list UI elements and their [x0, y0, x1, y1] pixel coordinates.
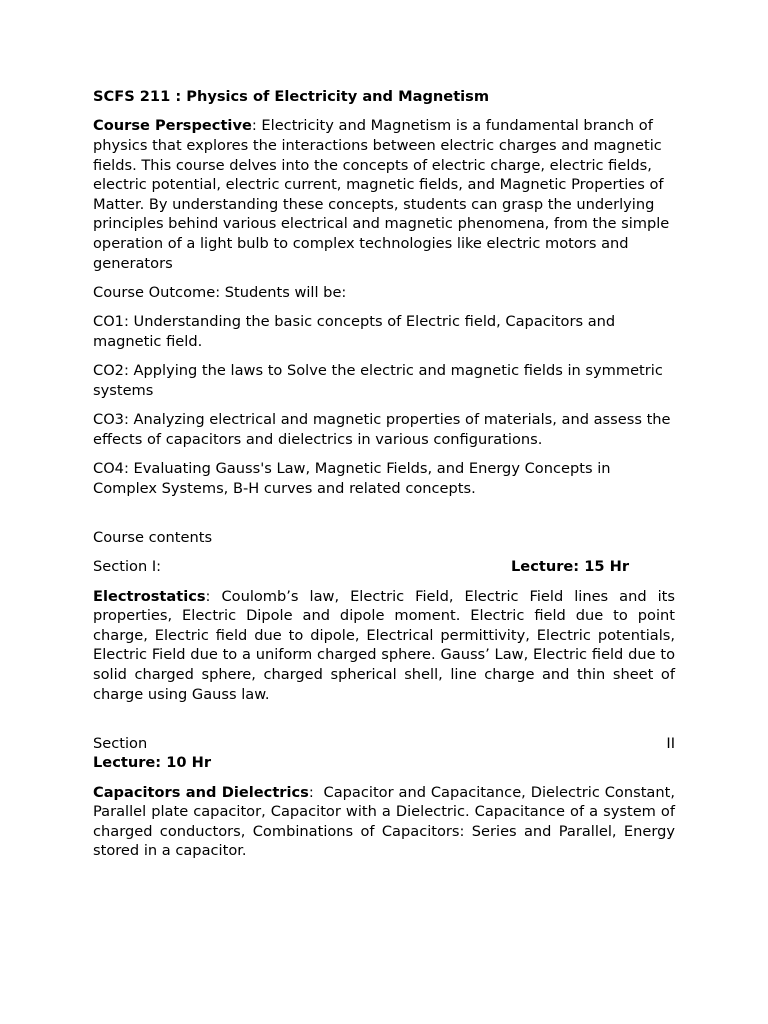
section-2-text: : Capacitor and Capacitance, Dielectric Constant, Parallel plate capacitor, Capacitor with a Dielectric. Capacitance of a system of charged conductors, Combinations of Capacitors: Series and Parallel, Energy stored in a capacitor.	[93, 783, 680, 860]
outcome-co1: CO1: Understanding the basic concepts of Electric field, Capacitors and magnetic field.	[93, 313, 616, 350]
spacer	[93, 714, 675, 734]
section-2-topic: Capacitors and Dielectrics	[93, 783, 309, 801]
section-2-number: II	[666, 734, 675, 752]
course-title: SCFS 211 : Physics of Electricity and Magnetism	[93, 88, 490, 105]
section-1-label: Section I:	[93, 558, 162, 576]
perspective-label: Course Perspective	[93, 117, 252, 135]
outcome-co2: CO2: Applying the laws to Solve the electric and magnetic fields in symmetric systems	[93, 362, 663, 399]
section-2-header	[93, 734, 675, 773]
course-perspective	[93, 116, 675, 273]
spacer	[93, 508, 675, 528]
course-contents-heading: Course contents	[93, 528, 213, 546]
course-outcome-intro: Course Outcome: Students will be:	[93, 283, 347, 301]
section-1-body	[93, 587, 675, 705]
outcome-co4: CO4: Evaluating Gauss's Law, Magnetic Fields, and Energy Concepts in Complex Systems, B-H curves and related concepts.	[93, 460, 611, 497]
section-1-header	[93, 557, 675, 577]
outcome-co3: CO3: Analyzing electrical and magnetic properties of materials, and assess the effects of capacitors and dielectrics in various configurations.	[93, 411, 671, 448]
section-2-body	[93, 783, 680, 861]
section-1-lecture: Lecture: 15 Hr	[511, 558, 630, 576]
perspective-text: : Electricity and Magnetism is a fundamental branch of physics that explores the interactions between electric charges and magnetic fields. This course delves into the concepts of electric charge, electric fields, electric potential, electric current, magnetic fields, and Magnetic Properties of Matter. By understanding these concepts, students can grasp the underlying principles behind various electrical and magnetic phenomena, from the simple operation of a light bulb to complex technologies like electric motors and generators	[93, 117, 670, 272]
section-1-topic: Electrostatics	[93, 587, 206, 605]
section-1-text: : Coulomb’s law, Electric Field, Electric Field lines and its properties, Electric Dipole and dipole moment. Electric field due to point charge, Electric field due to dipole, Electrical permittivity, Electric potentials, Electric Field due to a uniform charged sphere. Gauss’ Law, Electric field due to solid charged sphere, charged spherical shell, line charge and thin sheet of charge using Gauss law.	[93, 587, 675, 703]
section-2-label: Section	[93, 734, 148, 752]
section-2-lecture: Lecture: 10 Hr	[93, 754, 212, 772]
document-page	[93, 87, 680, 871]
